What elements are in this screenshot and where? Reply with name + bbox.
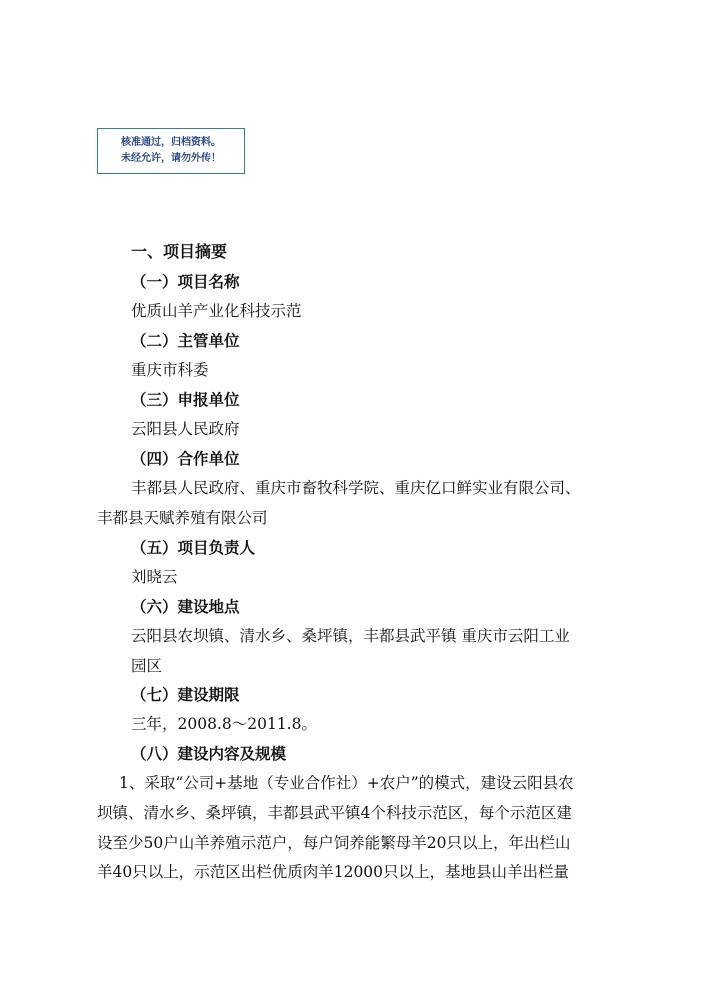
applicant-value: 云阳县人民政府: [131, 420, 240, 438]
project-name-value: 优质山羊产业化科技示范: [131, 302, 302, 320]
content-line-4: 羊40只以上，示范区出栏优质肉羊12000只以上，基地县山羊出栏量: [97, 863, 570, 881]
location-line-1: 云阳县农坝镇、清水乡、桑坪镇，丰都县武平镇 重庆市云阳工业: [131, 627, 570, 645]
location-line-2: 园区: [131, 657, 163, 675]
period-value: 三年，2008.8～2011.8。: [131, 715, 317, 733]
section-heading: 一、项目摘要: [131, 242, 228, 261]
subsection-title-authority: （二）主管单位: [131, 331, 240, 350]
content-line-2: 坝镇、清水乡、桑坪镇，丰都县武平镇4个科技示范区，每个示范区建: [97, 804, 572, 822]
partners-line-2: 丰都县天赋养殖有限公司: [97, 509, 268, 527]
subsection-title-location: （六）建设地点: [131, 597, 240, 616]
subsection-title-content: （八）建设内容及规模: [131, 744, 287, 763]
approval-stamp: [97, 128, 245, 174]
content-line-1: 1、采取“公司+基地（专业合作社）+农户”的模式，建设云阳县农: [119, 774, 574, 792]
authority-value: 重庆市科委: [131, 361, 209, 379]
stamp-line-2: 未经允许，请勿外传！: [121, 153, 221, 164]
subsection-title-project-name: （一）项目名称: [131, 272, 240, 291]
partners-line-1: 丰都县人民政府、重庆市畜牧科学院、重庆亿口鲜实业有限公司、: [131, 479, 581, 497]
subsection-title-partners: （四）合作单位: [131, 449, 240, 468]
subsection-title-leader: （五）项目负责人: [131, 538, 256, 557]
stamp-line-1: 核准通过，归档资料。: [121, 137, 221, 148]
subsection-title-applicant: （三）申报单位: [131, 390, 240, 409]
content-line-3: 设至少50户山羊养殖示范户，每户饲养能繁母羊20只以上，年出栏山: [97, 834, 571, 852]
leader-value: 刘晓云: [131, 568, 178, 586]
subsection-title-period: （七）建设期限: [131, 685, 240, 704]
